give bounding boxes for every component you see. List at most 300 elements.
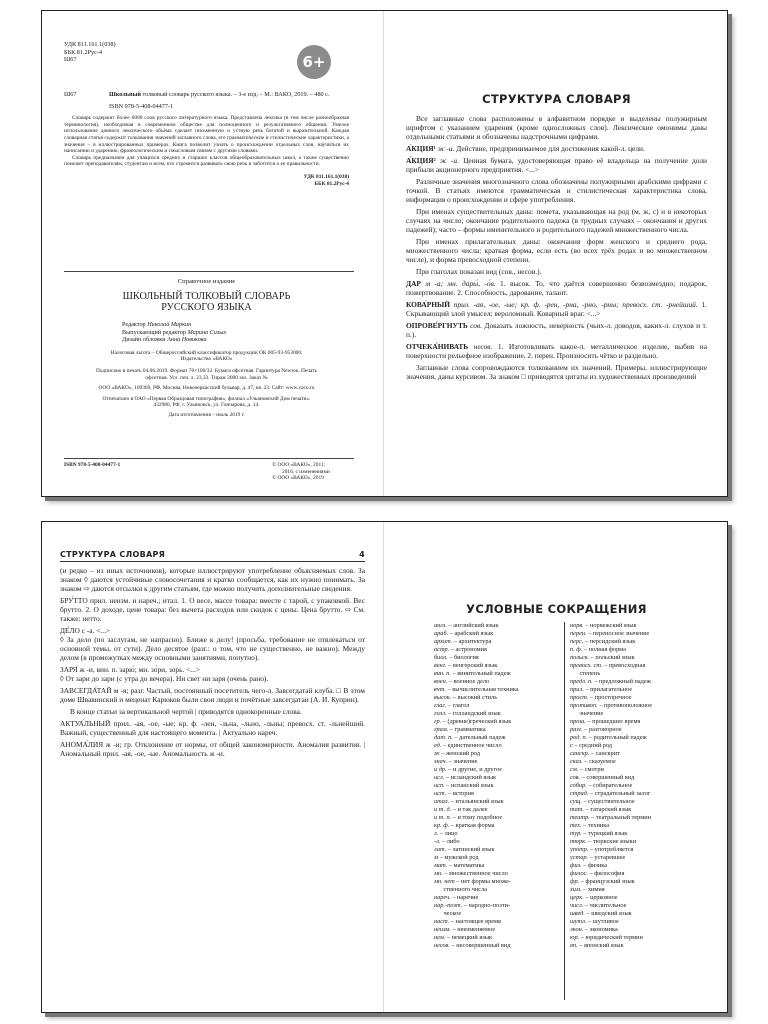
abbreviation-meaning: – экономика [583, 926, 618, 933]
abbreviation-meaning: – глагол [446, 702, 470, 709]
abbreviation-row [570, 830, 698, 838]
abbreviation-term: и т. д. [434, 806, 452, 813]
abbreviation-meaning: ческое [434, 910, 462, 917]
book-spread-bottom [41, 521, 728, 1013]
structure-page-continued [42, 522, 383, 1012]
dictionary-entry: БРУ́ТТО прил. неизм. и нареч.; итал. 1. О весе, массе товара: вместе с тарой, с упаковкой. Вес брутто. 2. О доходе, цене товара: без вычета расходов или скидок с цены. Цена брутто. ⇨ См. также: нетто. [60, 596, 365, 623]
abbreviation-term: род. п. [570, 734, 588, 741]
abbreviation-row [570, 886, 698, 894]
bib-title: толковый словарь русского языка. – 3-е изд. – М.: ВАКО, 2019. – 480 с. [142, 91, 330, 98]
abbreviation-meaning: – биология [447, 654, 479, 661]
abbreviation-row [570, 942, 698, 950]
dictionary-entry [406, 156, 707, 174]
abbreviation-term: устар. [570, 854, 589, 861]
udk-code: УДК 811.161.1(038) [64, 41, 116, 48]
abbreviation-term: вчт. [434, 686, 446, 693]
abbreviation-row [434, 798, 562, 806]
abbreviation-row [434, 646, 562, 654]
abbreviation-row [434, 638, 562, 646]
abbreviation-term: норв. [570, 622, 584, 629]
abbreviation-meaning: – польский язык [589, 654, 635, 661]
dictionary-entry: ЗАРЯ́ ж -и, вин. п. зарю́; мн. зо́ри, зорь. <...> [60, 665, 201, 674]
abbreviation-row [570, 734, 698, 742]
abbreviation-meaning: – (древне)греческий язык [441, 718, 512, 725]
abbreviation-term: театр. [570, 814, 590, 821]
abbreviation-term: наст. [434, 918, 450, 925]
structure-page [384, 11, 725, 496]
abbreviation-meaning: – лицо [438, 830, 458, 837]
abbreviation-term: прост. [570, 694, 589, 701]
credits [122, 321, 349, 344]
abbreviation-term: страд. [570, 790, 589, 797]
abbreviation-row [434, 734, 562, 742]
abbreviation-row [434, 822, 562, 830]
dictionary-entry: ЗАВСЕГДА́ТАЙ м -я; разг. Частый, постоянный посетитель чего-л. Завсегдатай клуба. □ В этом доме Швавинский и меценат Карюков были свои люди и почётные завсегдатаи (А. И. Куприн). [60, 686, 365, 704]
abbreviation-meaning: – единственное число [441, 742, 502, 749]
abbreviation-meaning: – народно-поэти- [462, 902, 511, 909]
abbreviation-meaning: – употребляется [588, 846, 634, 853]
dictionary-entry-idioms: ◊ За дело (по заслугам, не напрасно). Ближе к делу! (просьба, требование не отвлекаться от основной темы, от сути). Дело десятое (разг.: о том, что не существенно, не важно). Между делом (в промежутках между основными занятиями, попутно). [60, 635, 365, 662]
column-divider [564, 622, 565, 1000]
abbreviation-meaning: – итальянский язык [449, 798, 504, 805]
abbreviation-row [570, 710, 698, 718]
abbreviation-row [570, 862, 698, 870]
abbreviation-row [434, 870, 562, 878]
abbreviation-row [434, 878, 562, 886]
abbreviation-term: употр. [570, 846, 589, 853]
abbreviation-row [434, 934, 562, 942]
abbreviation-meaning: – противоположное [597, 702, 653, 709]
abbreviation-row [570, 894, 698, 902]
abbreviation-row [570, 854, 698, 862]
abbreviation-term: предл. п. [570, 678, 593, 685]
abbreviation-meaning: – краткая форма [449, 822, 495, 829]
abbreviation-term: прил. [570, 686, 584, 693]
paragraph: При именах существительных даны: помета, указывающая на род (м, ж, с) и в некоторых случаях на число; окончание родительного падежа (в трудных случаях – окончания и других падежей); часто – формы именительного и родительного падежей множественного числа. [406, 207, 707, 234]
lead-editor-label: Выпускающий редактор [122, 328, 187, 336]
running-header [60, 550, 365, 562]
abbreviation-meaning: – философия [587, 870, 625, 877]
abbreviation-meaning: – значение [447, 758, 478, 765]
abbreviation-meaning: – переносное значение [586, 630, 650, 637]
cover-name: Анна Новикова [167, 336, 207, 344]
entry-headword: А́КЦИЯ¹ [406, 144, 436, 153]
entry-headword: А́КЦИЯ² [406, 156, 436, 165]
abbreviation-term: гр. [434, 718, 442, 725]
abbreviation-row [570, 790, 698, 798]
abbreviation-row [434, 758, 562, 766]
abbreviation-term: экон. [570, 926, 584, 933]
abbreviation-term: нар.-поэт. [434, 902, 463, 909]
dictionary-entry-idioms: ◊ От зари до зари (с утра до вечера). Ни свет ни заря (очень рано). [60, 674, 269, 683]
abbreviation-row [434, 814, 562, 822]
abbreviation-row [570, 910, 698, 918]
abbreviation-term: знач. [434, 758, 448, 765]
dictionary-entry [406, 144, 707, 153]
abbreviation-term: церк. [570, 894, 584, 901]
entry-definition: Действие, предпринимаемое для достижения какой-л. цели. [456, 144, 645, 153]
abbreviation-row [434, 926, 562, 934]
editor-label: Редактор [122, 321, 146, 328]
abbreviation-row [570, 902, 698, 910]
paragraph: Все заглавные слова расположены в алфавитном порядке и выделены полужирным шрифтом с указанием ударения (кроме односложных слов). Лексические омонимы даны отдельными статьями и обозначены надстрочными цифрами. [406, 114, 707, 141]
annotation-2: Словарь предназначен для учащихся средних и старших классов общеобразовательных школ, а также существенно поможет преподавателям, студентам и всем, кто стремится развивать свою речь и заботится о ее правильности. [64, 154, 349, 168]
abbreviation-row [434, 774, 562, 782]
abbreviation-meaning: – персидский язык [583, 638, 636, 645]
abbreviation-term: нем. [434, 934, 446, 941]
abbreviation-meaning: – арабский язык [448, 630, 494, 637]
bbk-code-2: ББК 81.2Рус-4 [314, 180, 349, 187]
entry-definition: Доказать ложность, неверность (чьих-л. доводов, каких-л. слухов и т. п.). [406, 321, 707, 339]
abbreviation-term: астр. [434, 646, 450, 653]
abbreviation-term: мн. нет [434, 878, 455, 885]
entry-grammar: прил. -ая, -ое, -ые; кр. ф. -рен, -рна, -рно, -рны; превосх. ст. -рнейший. [453, 300, 698, 309]
abbreviation-term: кр. ф. [434, 822, 450, 829]
abbreviation-row [570, 766, 698, 774]
bib-code: Ш67 [64, 91, 77, 98]
entry-headword: КОВА́РНЫЙ [406, 300, 450, 309]
abbreviation-meaning: – исландский язык [444, 774, 497, 781]
abbreviation-term: ед. [434, 742, 442, 749]
abbreviation-meaning: – настоящее время [449, 918, 501, 925]
author-mark: Ш67 [64, 56, 77, 64]
tax-benefit: Налоговая льгота – Общероссийский классификатор продукции ОК 005-93-953000. Издательство «ВАКО» [110, 349, 303, 363]
age-rating-badge: 6+ [297, 45, 331, 79]
abbreviations-page [384, 522, 725, 1012]
paragraph: (и редко – из иных источников), которые иллюстрируют употребление объясняемых слов. За знаком ◊ даются устойчивые словосочетания и кратко сообщается, как их нужно понимать. За знаком ⇨ даются отсылки к другим статьям, где можно получить дополнительные сведения. [60, 566, 365, 593]
abbreviation-term: лат. [434, 846, 447, 853]
abbreviation-term: польск. [570, 654, 590, 661]
abbreviation-row [570, 646, 698, 654]
abbreviation-meaning: – французский язык [579, 878, 635, 885]
abbreviation-meaning: – прошедшее время [585, 718, 641, 725]
abbreviation-meaning: – превосходная [602, 662, 646, 669]
abbreviation-meaning: – вычислительная техника [445, 686, 519, 693]
abbreviation-term: тат. [570, 806, 584, 813]
abbreviation-meaning: – предложный падеж [592, 678, 652, 685]
abbreviation-row [570, 750, 698, 758]
abbreviation-row [570, 782, 698, 790]
abbreviation-term: сказ. [570, 758, 583, 765]
abbreviation-term: хим. [570, 886, 582, 893]
abbreviation-row [434, 662, 562, 670]
abbreviation-meaning: – физика [581, 862, 608, 869]
abbreviation-term: противоп. [570, 702, 598, 709]
entry-definition: Ценная бумага, удостоверяющая право её владельца на получение доли прибыли акционерного предприятия. <...> [406, 156, 707, 174]
abbreviation-row [570, 814, 698, 822]
abbreviation-row [434, 678, 562, 686]
entry-grammar: ж -и. [439, 156, 459, 165]
abbreviation-meaning: ственного числа [434, 886, 488, 893]
edition-type: Справочное издание [177, 278, 236, 285]
abbreviation-meaning: значение [570, 710, 604, 717]
abbreviation-row [570, 670, 698, 678]
abbreviation-row [434, 910, 562, 918]
abbreviation-meaning: – церковное [583, 894, 618, 901]
abbreviations-column-2 [570, 622, 698, 950]
abbreviation-row [570, 870, 698, 878]
entry-definition: 1. Скрывающий злой умысел; вероломный. Коварный враг. <...> [406, 300, 707, 318]
running-head-title: СТРУКТУРА СЛОВАРЯ [60, 550, 166, 559]
abbreviation-meaning: – и так далее [451, 806, 488, 813]
isbn-bottom: ISBN 978-5-408-04477-1 [64, 462, 121, 468]
abbreviation-row [434, 942, 562, 950]
abbreviation-row [434, 806, 562, 814]
abbreviation-row [570, 686, 698, 694]
dictionary-entry [406, 279, 707, 297]
paragraph: Заглавные слова сопровождаются толкованием их значений. Примеры, иллюстрирующие значения, даны курсивом. За знаком □ приводятся цитаты из художественных произведений [406, 363, 707, 381]
bbk-code: ББК 81.2Рус-4 [64, 48, 103, 56]
classification-codes [64, 41, 116, 64]
abbreviation-row [434, 902, 562, 910]
abbreviation-term: араб. [434, 630, 449, 637]
abbreviation-meaning: – существительное [581, 798, 635, 805]
abbreviation-row [434, 686, 562, 694]
udk-code-2: УДК 811.161.1(038) [303, 173, 349, 180]
abbreviation-term: ист. [434, 790, 447, 797]
abbreviation-meaning: – история [446, 790, 474, 797]
abbreviation-term: разг. [570, 726, 583, 733]
abbreviation-row [434, 710, 562, 718]
abbreviation-term: физ. [570, 862, 582, 869]
abbreviation-row [570, 774, 698, 782]
copyright-1: © ООО «ВАКО», 2011; [272, 462, 326, 468]
abbreviation-term: превосх. ст. [570, 662, 603, 669]
abbreviation-meaning: – норвежский язык [583, 622, 637, 629]
copyright-3: © ООО «ВАКО», 2019 [272, 475, 324, 482]
abbreviation-meaning: – множественное число [442, 870, 508, 877]
abbreviation-term: мн. [434, 870, 443, 877]
abbreviation-term: исп. [434, 782, 445, 789]
abbreviation-row [570, 662, 698, 670]
codes-repeat [64, 174, 349, 187]
abbreviation-meaning: – театральный термин [589, 814, 651, 821]
section-heading: УСЛОВНЫЕ СОКРАЩЕНИЯ [466, 602, 647, 616]
abbreviation-row [570, 654, 698, 662]
abbreviation-row [570, 798, 698, 806]
abbreviation-row [570, 846, 698, 854]
abbreviation-meaning: – грамматика [448, 726, 486, 733]
abbreviation-term: собир. [570, 782, 587, 789]
entry-definition: 1. Изготовливать какое-л. металлическое изделие, выбив на поверхности рельефное изображение. 2. перен. Произносить чётко и раздельно. [406, 342, 707, 360]
paragraph: При глаголах показан вид (сов., несов.). [416, 267, 542, 276]
entry-grammar: м -а; мн. дары́, -о́в. [425, 279, 496, 288]
abbreviation-term: вин. п. [434, 670, 451, 677]
abbreviation-term: архит. [434, 638, 453, 645]
divider-line-2 [64, 458, 354, 459]
abbreviation-term: дат. п. [434, 734, 453, 741]
entry-grammar: сов. [470, 321, 483, 330]
dictionary-entry: АНОМА́ЛИЯ ж -и; гр. Отклонение от нормы, от общей закономерности. Аномалия развития. | Анома́льный прил. -ая, -ое, -ые. Анома́льность ж -и. [60, 740, 365, 758]
abbreviation-meaning: – турецкий язык [581, 830, 628, 837]
abbreviation-row [570, 638, 698, 646]
abbreviation-meaning: – химия [581, 886, 605, 893]
publisher-address: ООО «ВАКО», 109369, РФ, Москва, Новочеркасский бульвар, д. 47, кв. 23. Сайт: www.vaco.ru [98, 385, 315, 392]
abbreviation-term: и т. п. [434, 814, 452, 821]
paragraph: В конце статьи за вертикальной чертой | приводятся однокоренные слова. [70, 707, 302, 716]
section-heading: СТРУКТУРА СЛОВАРЯ [482, 92, 631, 106]
abbreviation-meaning: – средний род [572, 742, 612, 749]
abbreviation-meaning: степень [570, 670, 601, 677]
abbreviation-term: мат. [434, 862, 448, 869]
dictionary-entry: ДЕ́ЛО с -а. <...> [60, 626, 111, 635]
abbreviation-meaning: – математика [447, 862, 485, 869]
abbreviations-column-1 [434, 622, 562, 950]
abbreviation-row [434, 886, 562, 894]
imprint-page [42, 11, 383, 496]
abbreviation-term: тур. [570, 830, 582, 837]
abbreviation-row [570, 742, 698, 750]
abbreviation-row [434, 862, 562, 870]
abbreviation-term: нареч. [434, 894, 451, 901]
abbreviation-row [434, 830, 562, 838]
abbreviation-meaning: – тюркские языки [586, 838, 637, 845]
abbreviation-meaning: – латинский язык [446, 846, 495, 853]
abbreviation-meaning: – мужской род [438, 854, 479, 861]
abbreviation-term: швед. [570, 910, 585, 917]
abbreviation-meaning: – немецкий язык [445, 934, 493, 941]
abbreviation-row [434, 622, 562, 630]
abbreviation-term: глаг. [434, 702, 447, 709]
bib-isbn: ISBN 978-5-408-04477-1 [109, 102, 174, 110]
abbreviation-meaning: – и тому подобное [451, 814, 503, 821]
abbreviation-meaning: – родительный падеж [587, 734, 647, 741]
bibliographic-record [64, 91, 349, 187]
abbreviation-row [434, 846, 562, 854]
abbreviation-term: перс. [570, 638, 584, 645]
abbreviation-meaning: – сказуемое [582, 758, 616, 765]
editor-name: Николай Маркин [147, 321, 192, 328]
abbreviation-meaning: – шведский язык [584, 910, 632, 917]
abbreviation-term: фр. [570, 878, 580, 885]
abbreviation-meaning: – наречие [450, 894, 479, 901]
abbreviation-term: м [434, 854, 439, 861]
abbreviation-meaning: – неизменяемое [450, 926, 496, 933]
entry-grammar: ж -и. [437, 144, 455, 153]
abbreviation-row [570, 694, 698, 702]
abbreviation-meaning: – разговорное [582, 726, 622, 733]
abbreviation-row [570, 718, 698, 726]
abbreviation-row [570, 926, 698, 934]
abbreviation-term: перен. [570, 630, 587, 637]
entry-definition: 1. высок. То, что даётся совершенно безвозмездно; подарок, пожертвование. 2. Способность, дарование, талант. [406, 279, 707, 297]
abbreviation-meaning: – винительный падеж [450, 670, 511, 677]
abbreviation-row [434, 894, 562, 902]
abbreviation-meaning: – санскрит [589, 750, 620, 757]
abbreviation-row [570, 758, 698, 766]
abbreviation-term: исл. [434, 774, 445, 781]
abbreviation-term: юр. [570, 934, 580, 941]
abbreviation-meaning: – страдательный залог [588, 790, 651, 797]
abbreviation-row [434, 742, 562, 750]
abbreviation-meaning: – астрономия [449, 646, 487, 653]
abbreviation-meaning: – техника [581, 822, 610, 829]
abbreviation-row [434, 726, 562, 734]
abbreviation-meaning: – просторечное [588, 694, 632, 701]
abbreviation-term: венг. [434, 662, 447, 669]
abbreviation-row [570, 934, 698, 942]
abbreviation-row [434, 702, 562, 710]
abbreviation-meaning: – нет формы множе- [454, 878, 512, 885]
abbreviation-meaning: – числительное [583, 902, 627, 909]
print-details: Подписано в печать 04.06.2019. Формат 70×100/32. Бумага офсетная. Гарнитура Newton. Печать офсетная. Усл. печ. л. 23,33. Тираж 3000 экз. Заказ № [96, 367, 317, 381]
abbreviation-meaning: – татарский язык [583, 806, 632, 813]
entry-grammar: несов. [473, 342, 493, 351]
entry-headword: ОПРОВЕ́РГНУТЬ [406, 321, 468, 330]
abbreviation-term: неизм. [434, 926, 451, 933]
copyright-2: 2016, с изменениями [282, 468, 330, 475]
book-title-line2: РУССКОГО ЯЗЫКА [161, 302, 252, 313]
abbreviation-row [434, 718, 562, 726]
lead-editor-name: Марина Сизых [187, 328, 227, 336]
abbreviation-term: воен. [434, 678, 448, 685]
abbreviation-term: англ. [434, 622, 447, 629]
abbreviation-term: санскр. [570, 750, 590, 757]
book-spread-top [41, 10, 728, 497]
abbreviation-term: сов. [570, 774, 581, 781]
abbreviation-row [434, 790, 562, 798]
dictionary-entry: АКТУА́ЛЬНЫЙ прил. -ая, -ое, -ые; кр. ф. -лен, -льна, -льно, -льны; превосх. ст. -льнейший. Важный, существенный для настоящего момента. | Актуа́льно нареч. [60, 719, 365, 737]
abbreviation-term: филос. [570, 870, 588, 877]
divider-line [64, 271, 354, 272]
abbreviation-meaning: – архитектура [452, 638, 492, 645]
abbreviation-meaning: – женский род [439, 750, 481, 757]
abbreviation-meaning: – английский язык [446, 622, 499, 629]
entry-headword: ОТЧЕКА́НИВАТЬ [406, 342, 469, 351]
abbreviation-row [570, 678, 698, 686]
abbreviation-term: высок. [434, 694, 452, 701]
abbreviation-row [570, 630, 698, 638]
abbreviation-meaning: – устаревшее [588, 854, 626, 861]
abbreviation-term: числ. [570, 902, 584, 909]
abbreviation-term: тюрк. [570, 838, 587, 845]
abbreviation-row [434, 654, 562, 662]
abbreviation-meaning: – юридический термин [579, 934, 643, 941]
abbreviation-meaning: – голландский язык [446, 710, 501, 717]
abbreviation-meaning: – высокий стиль [451, 694, 498, 701]
abbreviation-term: ж [434, 750, 440, 757]
printer-info: Отпечатано в ОАО «Первая Образцовая типография», филиал «Ульяновский Дом печати». 432980, РФ, г. Ульяновск, ул. Гончарова, д. 14. [102, 395, 311, 409]
page-number: 4 [359, 550, 365, 559]
abbreviation-meaning: – японский язык [577, 942, 624, 949]
abbreviation-row [570, 622, 698, 630]
annotation-1: Словарь содержит более 6000 слов русского литературного языка. Представлена лексика (в том числе разнообразная терминология), необходимая в современном обществе для полноценного и результативного общения. Умелое использование данного лексического объёма сделает письменную и устную речь богатой и выразительной. Каждая словарная статья содержит толкования значений заглавного слова, его грамматические и стилистические характеристики, а значения – в иллюстрированных примерах. Книга позволит узнать о происхождении отдельных слов, научиться их написанию и ударению, фразеологическим и смысловым связям с другими словами. [64, 115, 349, 155]
paragraph: При именах прилагательных даны: окончания форм женского и среднего рода, множественного числа; краткая форма, если есть (во всех трёх родах и во множественном числе), и форма превосходной степени. [406, 237, 707, 264]
abbreviation-row [434, 750, 562, 758]
abbreviation-term: биол. [434, 654, 448, 661]
abbreviation-row [570, 918, 698, 926]
abbreviation-row [434, 694, 562, 702]
abbreviation-meaning: – военное дело [447, 678, 490, 685]
abbreviation-row [570, 822, 698, 830]
abbreviation-meaning: – шутливое [586, 918, 619, 925]
abbreviation-row [570, 702, 698, 710]
abbreviation-row [434, 782, 562, 790]
abbreviation-term: и др. [434, 766, 447, 773]
abbreviation-meaning: – дательный падеж [452, 734, 506, 741]
dictionary-entry [406, 300, 707, 318]
paragraph: Различные значения многозначного слова обозначены полужирными арабскими цифрами с точкой. В статьях имеются грамматическая и стилистическая характеристика слова, информация о происхождении и сфере употребления. [406, 177, 707, 204]
abbreviation-term: сущ. [570, 798, 582, 805]
abbreviation-term: с [570, 742, 573, 749]
abbreviation-term: тех. [570, 822, 582, 829]
abbreviation-term: -л. [434, 838, 441, 845]
abbreviation-term: л. [434, 830, 439, 837]
abbreviation-meaning: – смотри [578, 766, 604, 773]
dictionary-entry [406, 342, 707, 360]
abbreviation-row [434, 766, 562, 774]
abbreviation-row [434, 630, 562, 638]
